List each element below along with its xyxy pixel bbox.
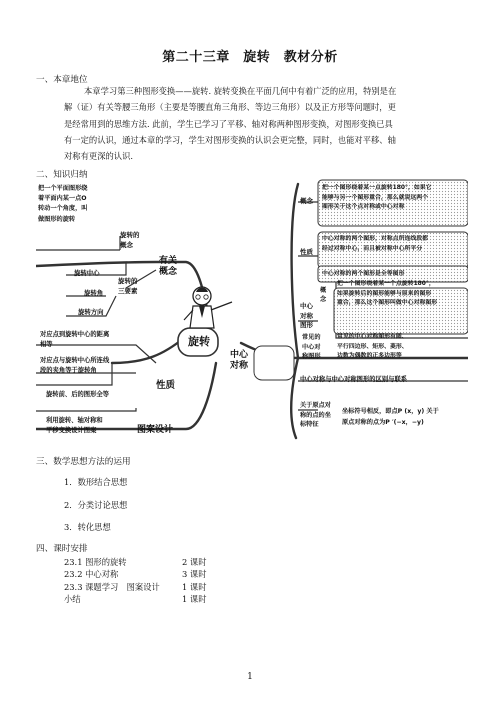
design-line: 平移变换设计图案 (46, 426, 97, 434)
cs-concept-text (322, 184, 432, 213)
method-item: 3．转化思想 (64, 522, 111, 532)
design-branch: 图案设计 (137, 425, 174, 435)
rotation-center-item: 旋转中心 (74, 269, 100, 277)
lesson-name: 23.2 中心对称 (64, 569, 119, 580)
section-1-line: 本章学习第三种图形变换——旋转. 旋转变换在平面几何中有着广泛的应用，特别是在 (84, 86, 397, 96)
section-1-line: 对称有更深的认识. (64, 151, 134, 162)
cs-coord-label-line: 标特征 (300, 421, 319, 428)
related-concepts-branch (159, 256, 177, 278)
cs-concept-label: 概念 (300, 197, 313, 205)
cs-concept-line: 能够与另一个图形重合，那么就说这两个 (322, 194, 429, 201)
section-1-body (64, 83, 474, 164)
design-line: 利用旋转、轴对称和 (46, 417, 103, 424)
section-1-line: 是经常用到的思维方法. 此前，学生已学习了平移、轴对称两种图形变换，对图形变换已具 (64, 118, 393, 129)
lesson-name: 23.1 图形的旋转 (64, 557, 127, 567)
cs-fig-text-line: 把一个图形绕着某一个点旋转180°， (337, 281, 435, 287)
section-2-heading: 二、知识归纳 (36, 170, 88, 180)
three-elements-line: 三要素 (118, 287, 138, 295)
cs-figure-line: 图形 (300, 321, 313, 329)
branch-line: 有关 (159, 256, 178, 266)
cs-common-text-line: 平行四边形、矩形、菱形、 (337, 343, 408, 350)
section-4-heading: 四、课时安排 (36, 544, 88, 554)
cs-figure-line: 中心 (300, 302, 313, 310)
page-number: 1 (247, 672, 253, 682)
lesson-hours: 1 课时 (182, 581, 207, 592)
cs-property-text-1 (322, 235, 428, 254)
rotation-center-node: 旋转 (188, 335, 210, 348)
cs-figure-line: 对称 (300, 311, 313, 320)
concept-label-line: 旋转的 (120, 231, 140, 239)
def-line: 做图形的旋转 (38, 215, 76, 223)
table-row (64, 581, 207, 593)
cs-common-line: 称图形 (302, 353, 321, 360)
cs-property-label: 性质 (300, 248, 313, 256)
cs-difference: 中心对称与中心对称图形的区别与联系 (300, 376, 408, 383)
cs-property-text-2: 中心对称的两个图形是全等图形 (322, 271, 405, 277)
branch-line: 概念 (159, 267, 178, 277)
three-elements-line: 旋转的 (118, 277, 138, 285)
cs-coord-text-line: 原点对称的点为P ′(−x，−y) (342, 419, 424, 426)
cs-fig-text-line: 如果旋转后的图形能够与原来的图形 (337, 290, 432, 297)
property-line: 对应点与旋转中心所连线 (40, 357, 110, 364)
property-line: 相等 (40, 340, 53, 348)
cs-coord-text-line: 坐标符号相反，即点P (x，y) 关于 (342, 408, 439, 415)
rotation-definition (38, 184, 128, 225)
table-row (64, 556, 207, 568)
branch-line: 对称 (230, 361, 249, 371)
table-row (64, 568, 207, 580)
property-line: 对应点到旋转中心的距离 (40, 331, 110, 338)
three-elements-label (118, 276, 138, 296)
def-line: 把一个平面图形绕 (38, 185, 88, 192)
cs-concept-line: 图形关于这个点对称或中心对称 (322, 204, 405, 210)
branch-line: 中心 (230, 350, 249, 360)
method-item: 2．分类讨论思想 (64, 500, 128, 510)
section-1-line: 解（证）有关等腰三角形（主要是等腰直角三角形、等边三角形）以及正方形等问题时，更 (64, 102, 396, 113)
teacher-figure-icon (184, 287, 232, 328)
section-3-heading: 三、数学思想方法的运用 (36, 457, 131, 467)
property-branch: 性质 (156, 380, 176, 391)
cs-coord-label-line: 称的点的坐 (300, 411, 331, 419)
def-line: 转动一个角度，叫 (38, 205, 88, 213)
cs-common-text (337, 333, 408, 362)
cs-coord-label (300, 401, 331, 430)
table-row (64, 593, 207, 605)
cs-fig-concept-line: 概 (320, 287, 327, 294)
lesson-hours: 2 课时 (182, 557, 207, 567)
lesson-name: 小结 (64, 594, 81, 605)
rotation-direction-item: 旋转方向 (78, 308, 104, 316)
lesson-hours: 1 课时 (182, 594, 207, 605)
method-item: 1．数形结合思想 (64, 477, 128, 487)
cs-figure-concept-text (337, 280, 437, 309)
concept-label-line: 概念 (120, 241, 133, 249)
cs-common-text-line: 常见的中心对称图形有圆、 (337, 334, 408, 340)
section-1-line: 有一定的认识，通过本章的学习，学生对图形变换的认识会更完整，同时，也能对平移、轴 (64, 134, 396, 145)
central-symmetry-branch (230, 350, 248, 372)
cs-property-line: 经过对称中心，而且被对称中心所平分 (322, 245, 423, 252)
cs-coord-label-line: 关于原点对 (300, 402, 331, 409)
section-1-heading: 一、本章地位 (36, 75, 88, 85)
cs-common-line: 中心对 (302, 343, 321, 351)
cs-common-text-line: 边数为偶数的正多边形等 (337, 353, 402, 359)
property-item-2 (40, 356, 109, 375)
schedule-table (64, 556, 207, 606)
cs-coord-text (342, 406, 439, 428)
cs-figure-label (300, 302, 313, 331)
cs-fig-text-line: 重合，那么这个图形叫做中心对称图形 (337, 300, 438, 306)
design-item (46, 416, 103, 435)
property-item-3: 旋转前、后的图形全等 (46, 391, 109, 398)
cs-figure-concept-label (320, 286, 326, 304)
concept-label (120, 230, 140, 250)
lesson-hours: 3 课时 (182, 569, 207, 580)
cs-fig-concept-line: 念 (320, 296, 327, 303)
cs-concept-line: 把一个图形绕着某一点旋转180°，如果它 (322, 185, 432, 191)
property-item-1 (40, 330, 109, 349)
cs-common-label (302, 333, 321, 362)
lesson-name: 23.3 课题学习 图案设计 (64, 581, 160, 592)
property-line: 段的夹角等于旋转角 (40, 366, 97, 374)
cs-property-line: 中心对称的两个图形，对称点所连线段都 (322, 236, 429, 242)
cs-common-line: 常见的 (302, 334, 321, 341)
page-title: 第二十三章 旋转 教材分析 (162, 50, 338, 65)
def-line: 着平面内某一点O (38, 195, 87, 203)
rotation-angle-item: 旋转角 (84, 289, 104, 297)
